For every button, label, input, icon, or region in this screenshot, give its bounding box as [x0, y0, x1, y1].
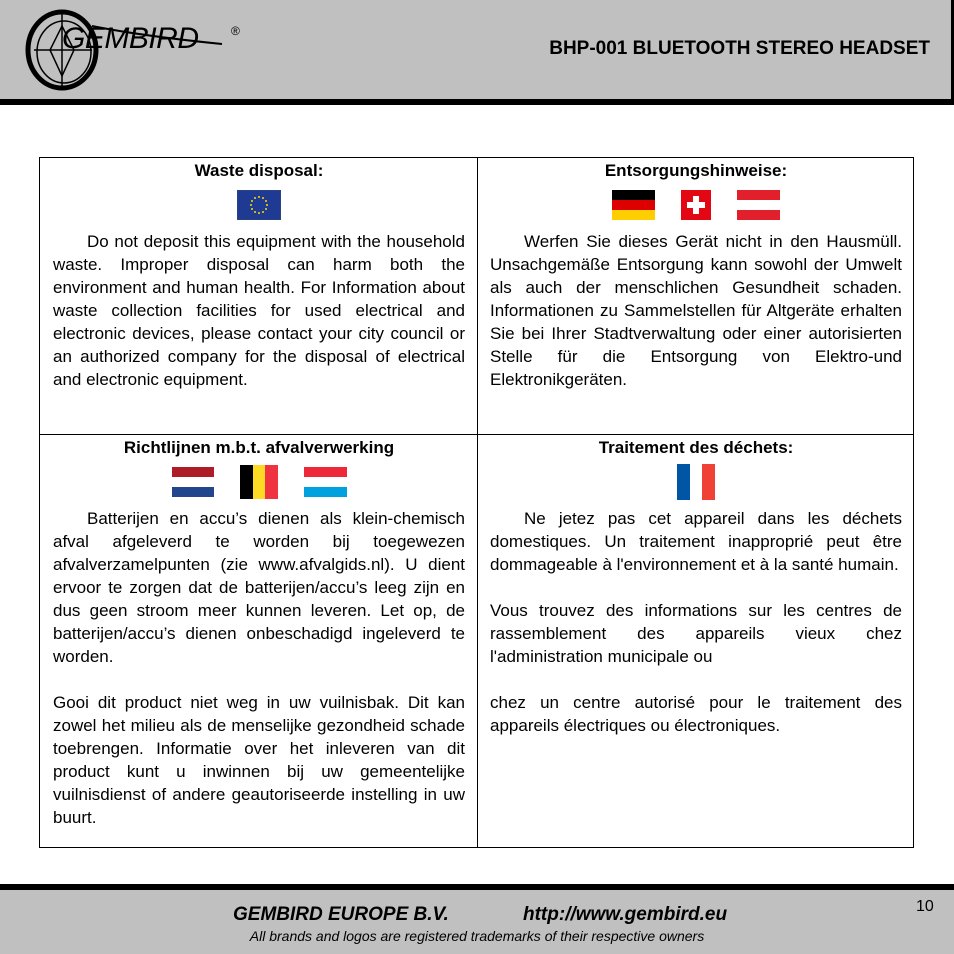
- section-title: Waste disposal:: [194, 161, 324, 180]
- luxembourg-flag-icon: [304, 467, 347, 497]
- germany-flag-icon: [612, 190, 655, 220]
- disposal-table: [39, 157, 914, 848]
- page-header: [0, 0, 954, 99]
- paragraph: Gooi dit product niet weg in uw vuilnisbak. Dit kan zowel het milieu als de menselijke gezondheid schade toebrengen. Informatie over het inleveren van dit product kunt u inwinnen bij uw gemeentelijke vuilnisdienst of andere geautoriseerde instelling in uw buurt.: [53, 693, 465, 827]
- austria-flag-icon: [737, 190, 780, 220]
- flag-row: [53, 463, 465, 501]
- cell-dutch: [40, 435, 477, 847]
- cell-french: [478, 435, 914, 847]
- page-footer: [0, 890, 954, 954]
- section-title: Entsorgungshinweise:: [604, 161, 788, 180]
- paragraph-gap: [53, 668, 465, 691]
- paragraph: Werfen Sie dieses Gerät nicht in den Hausmüll. Unsachgemäße Entsorgung kann sowohl der Umwelt als auch der menschlichen Gesundheit schaden. Informationen zu Sammelstellen für Altgeräte erhalten Sie bei Ihrer Stadtverwaltung oder einer autorisierten Stelle für die Entsorgung von Elektro-und Elektronikgeräten.: [490, 232, 902, 389]
- flag-row: [490, 186, 902, 224]
- paragraph: Batterijen en accu’s dienen als klein-chemisch afval afgeleverd te worden bij toegewezen afvalverzamelpunten (zie www.afvalgids.nl). U dient ervoor te zorgen dat de batterijen/accu’s leeg zijn en dus geen stroom meer kunnen leveren. Let op, de batterijen/accu’s dienen onbeschadigd ingeleverd te worden.: [53, 509, 465, 666]
- section-title: Traitement des déchets:: [598, 438, 794, 457]
- flag-row: [490, 463, 902, 501]
- paragraph-gap: [490, 576, 902, 599]
- paragraph-gap: [490, 668, 902, 691]
- paragraph: chez un centre autorisé pour le traitement des appareils électriques ou électroniques.: [490, 693, 902, 735]
- france-flag-icon: [677, 464, 715, 500]
- cell-english: [40, 158, 477, 434]
- belgium-flag-icon: [240, 465, 278, 499]
- section-title: Richtlijnen m.b.t. afvalverwerking: [123, 438, 395, 457]
- logo-wordmark: GEMBIRD: [62, 22, 199, 55]
- netherlands-flag-icon: [172, 467, 214, 497]
- document-title: BHP-001 BLUETOOTH STEREO HEADSET: [549, 38, 930, 59]
- company-name: GEMBIRD EUROPE B.V.: [233, 904, 449, 925]
- company-url[interactable]: http://www.gembird.eu: [523, 904, 728, 925]
- section-body: [53, 230, 465, 391]
- registered-mark: ®: [231, 24, 240, 38]
- paragraph: Vous trouvez des informations sur les centres de rassemblement des appareils vieux chez l'administration municipale ou: [490, 601, 902, 666]
- paragraph: Ne jetez pas cet appareil dans les déchets domestiques. Un traitement inapproprié peut être dommageable à l'environnement et à la santé humain.: [490, 509, 902, 574]
- paragraph: Do not deposit this equipment with the household waste. Improper disposal can harm both the environment and human health. For Information about waste collection facilities for used electrical and electronic devices, please contact your city council or an authorized company for the disposal of electrical and electronic equipment.: [53, 232, 465, 389]
- header-divider: [0, 99, 954, 105]
- cell-german: [478, 158, 914, 434]
- flag-row: [53, 186, 465, 224]
- eu-flag-icon: [237, 190, 281, 220]
- trademark-note: All brands and logos are registered trademarks of their respective owners: [249, 928, 705, 944]
- section-body: [490, 230, 902, 391]
- section-body: [490, 507, 902, 737]
- switzerland-flag-icon: [681, 190, 711, 220]
- page-number: 10: [916, 898, 934, 915]
- section-body: [53, 507, 465, 829]
